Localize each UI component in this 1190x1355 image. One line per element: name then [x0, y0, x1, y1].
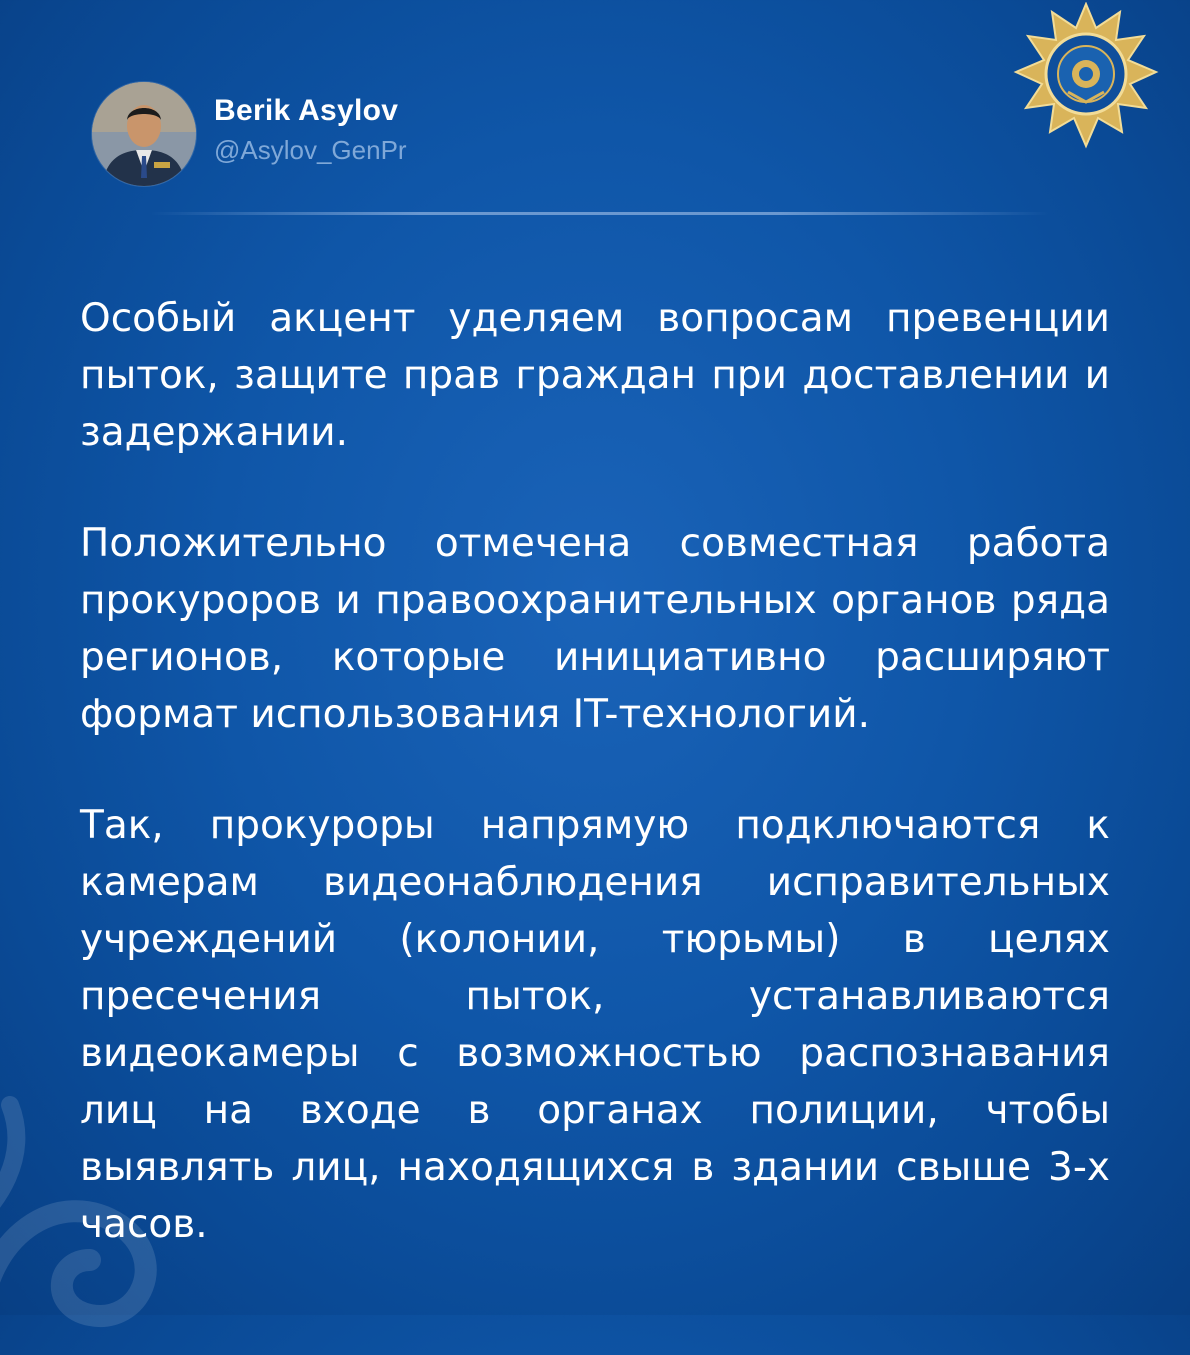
header-divider	[150, 212, 1050, 215]
user-meta	[214, 93, 407, 167]
user-name[interactable]: Berik Asylov	[214, 94, 399, 127]
post-content	[80, 290, 1110, 1307]
prosecutor-emblem-icon	[1012, 2, 1160, 150]
user-handle[interactable]: @Asylov_GenPr	[214, 135, 407, 165]
post-paragraph: Так, прокуроры напрямую подключаются к камерам видеонаблюдения исправительных учреждений (колонии, тюрьмы) в целях пресечения пыток, устанавливаются видеокамеры с возможностью распознавания лиц на входе в органах полиции, чтобы выявлять лиц, находящихся в здании свыше 3-х часов.	[80, 803, 1110, 1247]
avatar[interactable]	[92, 82, 196, 186]
avatar-photo	[92, 82, 196, 186]
tweet-header	[92, 82, 407, 186]
post-paragraph: Особый акцент уделяем вопросам превенции пыток, защите прав граждан при доставлении и задержании.	[80, 296, 1110, 455]
post-paragraph: Положительно отмечена совместная работа прокуроров и правоохранительных органов ряда регионов, которые инициативно расширяют формат использования IT-технологий.	[80, 521, 1110, 737]
